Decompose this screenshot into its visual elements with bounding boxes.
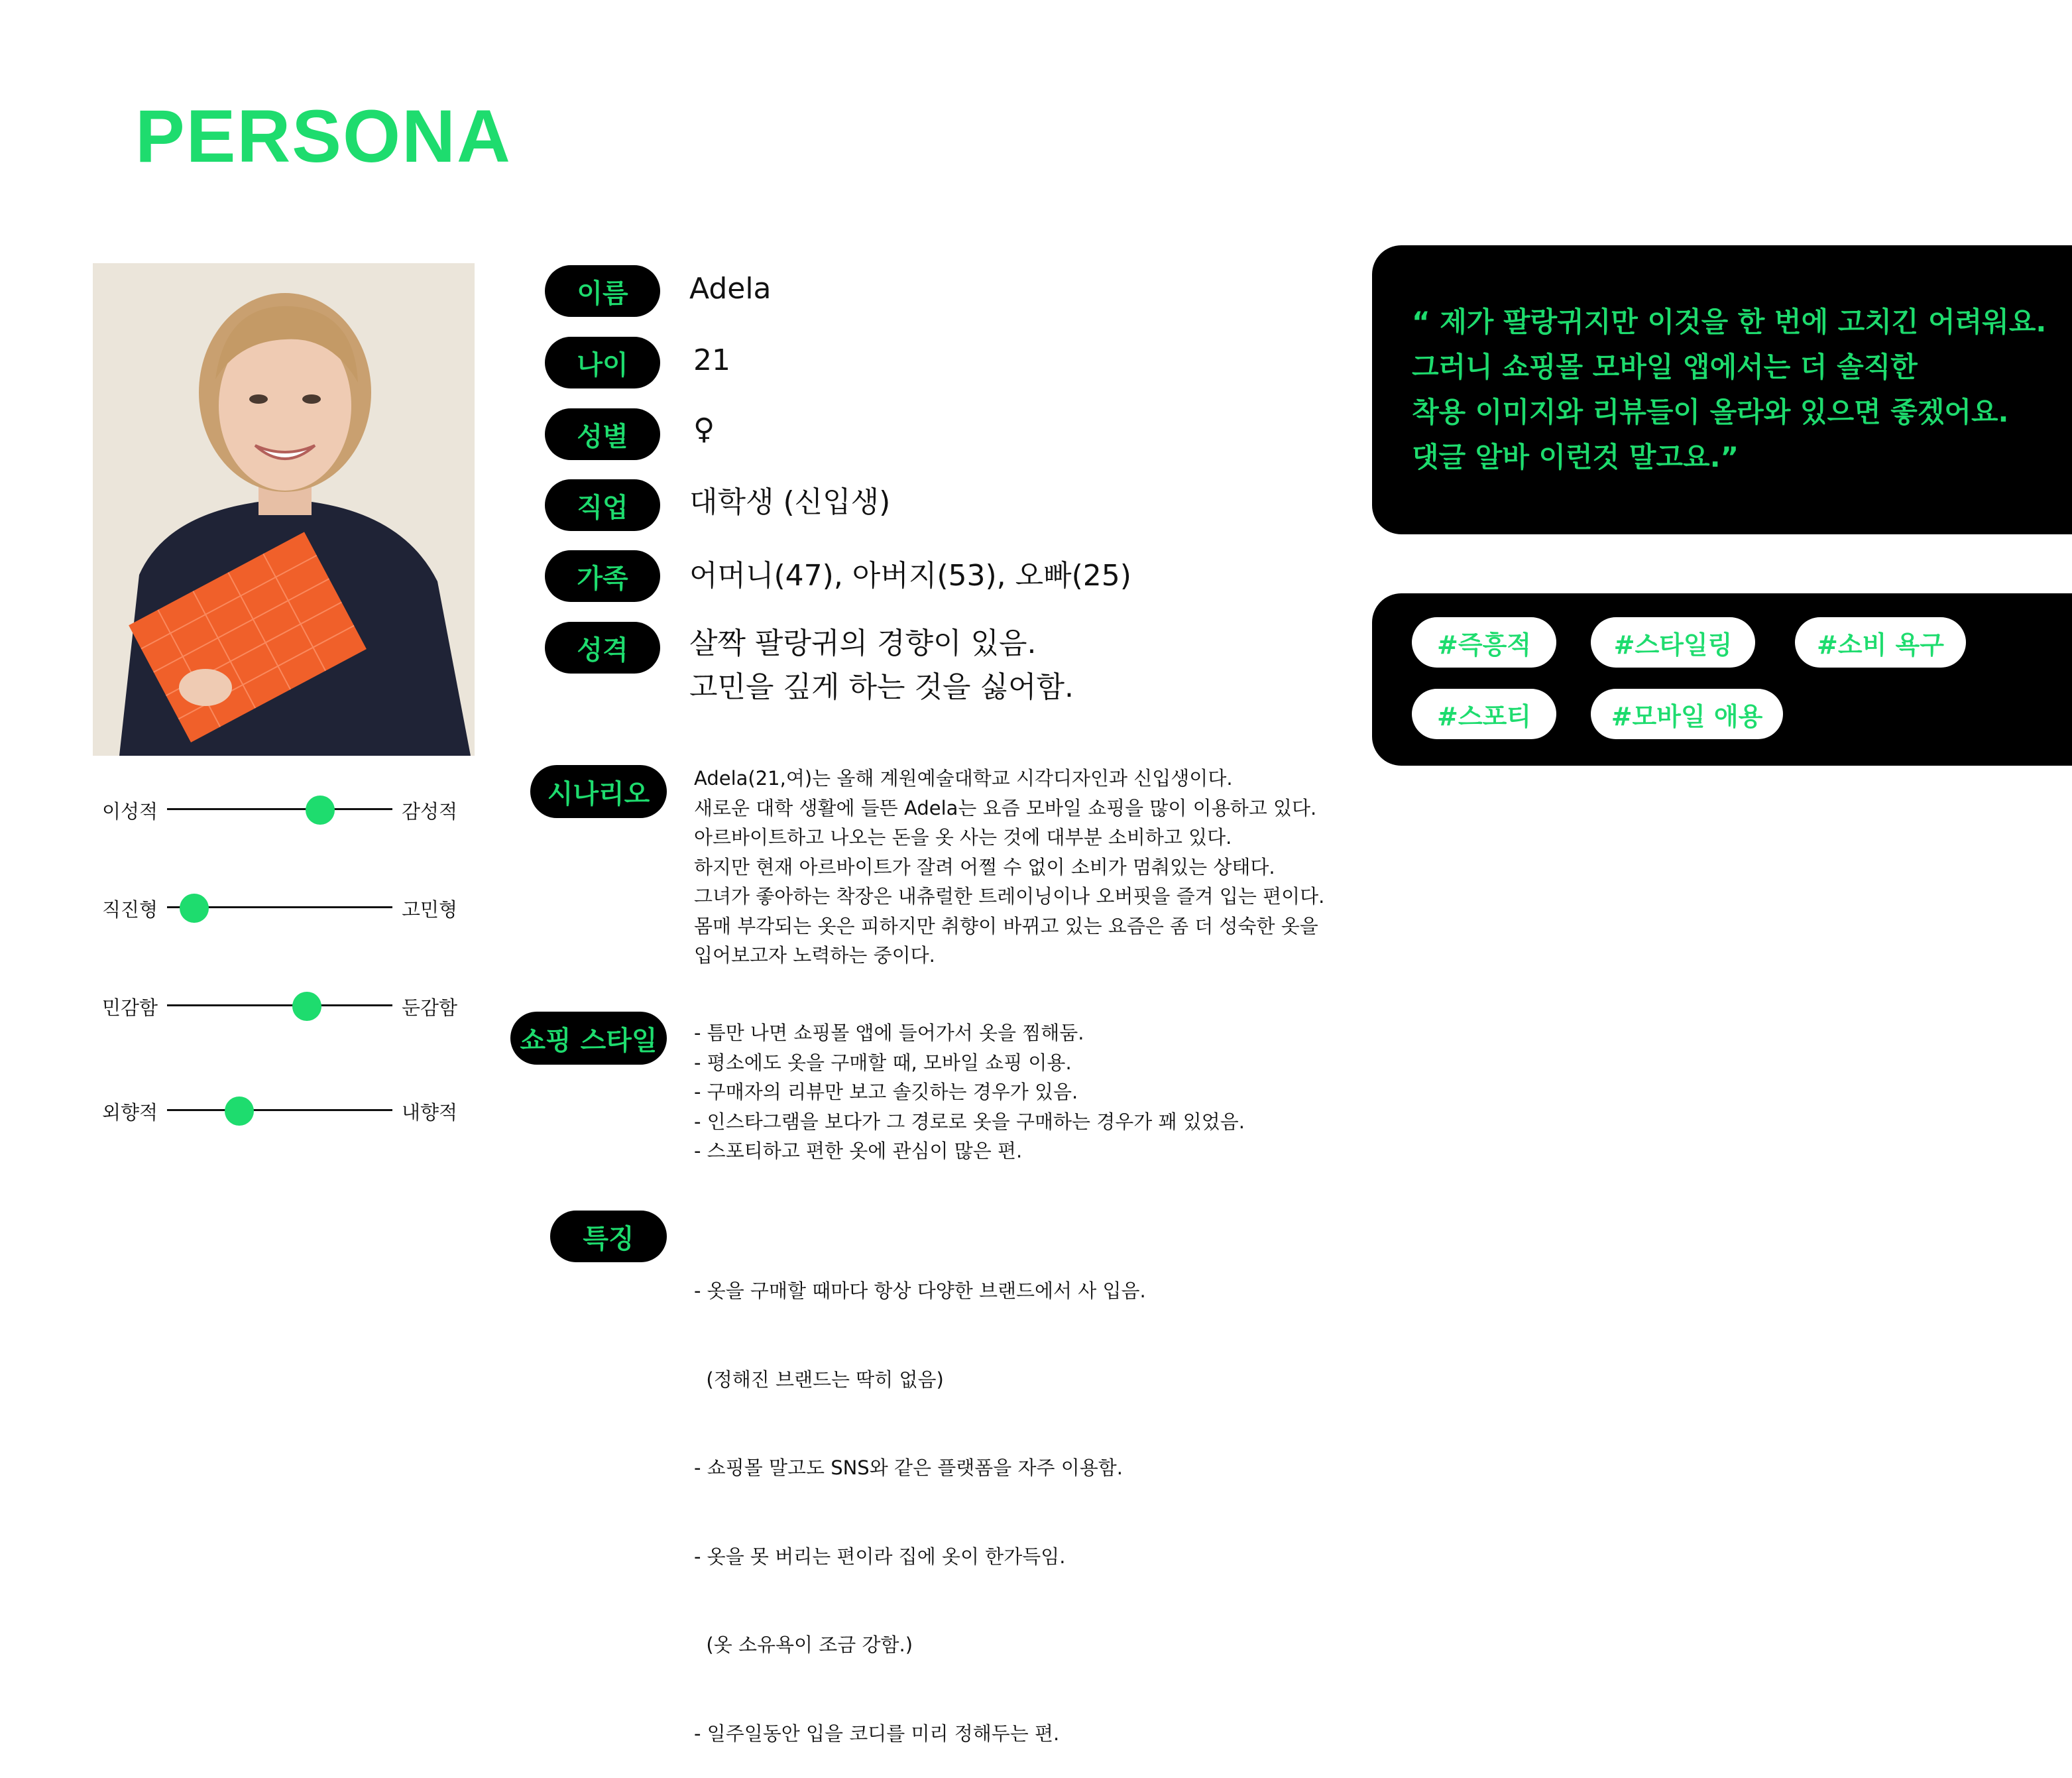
trait-right-label: 감성적	[402, 800, 458, 823]
trait-left-label: 이성적	[102, 800, 158, 823]
trait-slider-extrovert-introvert	[93, 1090, 477, 1130]
shopping-style-line: - 평소에도 옷을 구매할 때, 모바일 쇼핑 이용.	[694, 1051, 1072, 1074]
age-value: 21	[693, 343, 730, 377]
personality-line-2: 고민을 깊게 하는 것을 싫어함.	[689, 670, 1074, 704]
scenario-line: 아르바이트하고 나오는 돈을 옷 사는 것에 대부분 소비하고 있다.	[694, 826, 1232, 849]
features-line: - 쇼핑몰 말고도 SNS와 같은 플랫폼을 자주 이용함.	[694, 1456, 1123, 1479]
trait-track	[167, 808, 392, 810]
shopping-style-line: - 구매자의 리뷰만 보고 솔깃하는 경우가 있음.	[694, 1081, 1078, 1103]
name-label: 이름	[545, 265, 660, 317]
trait-slider-rational-emotional	[93, 789, 477, 829]
trait-right-label: 둔감함	[402, 996, 458, 1019]
name-value: Adela	[689, 272, 772, 306]
personality-label: 성격	[545, 622, 660, 674]
job-label: 직업	[545, 479, 660, 531]
trait-right-label: 내향적	[402, 1101, 458, 1124]
trait-left-label: 외향적	[102, 1101, 158, 1124]
scenario-label: 시나리오	[530, 765, 667, 818]
features-line: (옷 소유욕이 조금 강함.)	[694, 1633, 913, 1656]
family-label: 가족	[545, 550, 660, 602]
scenario-line: 새로운 대학 생활에 들뜬 Adela는 요즘 모바일 쇼핑을 많이 이용하고 있다.	[694, 796, 1317, 819]
features-text	[694, 1217, 1146, 1778]
scenario-line: 그녀가 좋아하는 착장은 내츄럴한 트레이닝이나 오버핏을 즐겨 입는 편이다.	[694, 885, 1325, 908]
quote-line: 댓글 알바 이런것 말고요.”	[1412, 441, 1739, 473]
persona-photo	[93, 263, 475, 756]
trait-knob	[306, 796, 335, 825]
shopping-style-line: - 틈만 나면 쇼핑몰 앱에 들어가서 옷을 찜해둠.	[694, 1022, 1084, 1044]
shopping-style-line: - 스포티하고 편한 옷에 관심이 많은 편.	[694, 1140, 1023, 1162]
trait-knob	[180, 894, 209, 923]
tag-mobile-lover: #모바일 애용	[1591, 689, 1783, 739]
age-label: 나이	[545, 337, 660, 388]
trait-slider-sensitive-insensitive	[93, 985, 477, 1025]
gender-label: 성별	[545, 408, 660, 460]
page-title: PERSONA	[135, 95, 512, 178]
features-label: 특징	[550, 1211, 667, 1262]
family-value: 어머니(47), 아버지(53), 오빠(25)	[689, 559, 1131, 593]
tag-consumer-desire: #소비 욕구	[1795, 617, 1966, 668]
shopping-style-label: 쇼핑 스타일	[510, 1012, 667, 1065]
features-line: (정해진 브랜드는 딱히 없음)	[694, 1368, 944, 1391]
trait-right-label: 고민형	[402, 898, 458, 921]
scenario-line: Adela(21,여)는 올해 계원예술대학교 시각디자인과 신입생이다.	[694, 767, 1233, 790]
scenario-line: 하지만 현재 아르바이트가 잘려 어쩔 수 없이 소비가 멈춰있는 상태다.	[694, 855, 1275, 878]
job-value: 대학생 (신입생)	[689, 485, 891, 519]
quote-text	[1412, 300, 2046, 480]
quote-box	[1372, 245, 2072, 534]
quote-line: 그러니 쇼핑몰 모바일 앱에서는 더 솔직한	[1412, 351, 1918, 383]
tag-styling: #스타일링	[1591, 617, 1755, 668]
tag-sporty: #스포티	[1412, 689, 1556, 739]
trait-left-label: 직진형	[102, 898, 158, 921]
gender-value: ♀	[693, 412, 715, 446]
trait-track	[167, 1109, 392, 1111]
quote-line: “ 제가 팔랑귀지만 이것을 한 번에 고치긴 어려워요.	[1412, 306, 2047, 338]
trait-track	[167, 1004, 392, 1006]
shopping-style-line: - 인스타그램을 보다가 그 경로로 옷을 구매하는 경우가 꽤 있었음.	[694, 1110, 1245, 1133]
scenario-line: 입어보고자 노력하는 중이다.	[694, 944, 935, 967]
trait-left-label: 민감함	[102, 996, 158, 1019]
shopping-style-text	[694, 1018, 1245, 1166]
scenario-text	[694, 764, 1324, 971]
features-line: - 옷을 못 버리는 편이라 집에 옷이 한가득임.	[694, 1545, 1066, 1568]
trait-knob	[292, 992, 321, 1021]
trait-knob	[225, 1096, 254, 1126]
scenario-line: 몸매 부각되는 옷은 피하지만 취향이 바뀌고 있는 요즘은 좀 더 성숙한 옷을	[694, 914, 1318, 937]
features-line: - 일주일동안 입을 코디를 미리 정해두는 편.	[694, 1722, 1060, 1745]
features-line: - 옷을 구매할 때마다 항상 다양한 브랜드에서 사 입음.	[694, 1279, 1146, 1302]
quote-line: 착용 이미지와 리뷰들이 올라와 있으면 좋겠어요.	[1412, 396, 2009, 428]
personality-line-1: 살짝 팔랑귀의 경향이 있음.	[689, 626, 1037, 660]
tag-box	[1372, 593, 2072, 766]
trait-slider-direct-deliberate	[93, 887, 477, 927]
tag-impulsive: #즉흥적	[1412, 617, 1556, 668]
